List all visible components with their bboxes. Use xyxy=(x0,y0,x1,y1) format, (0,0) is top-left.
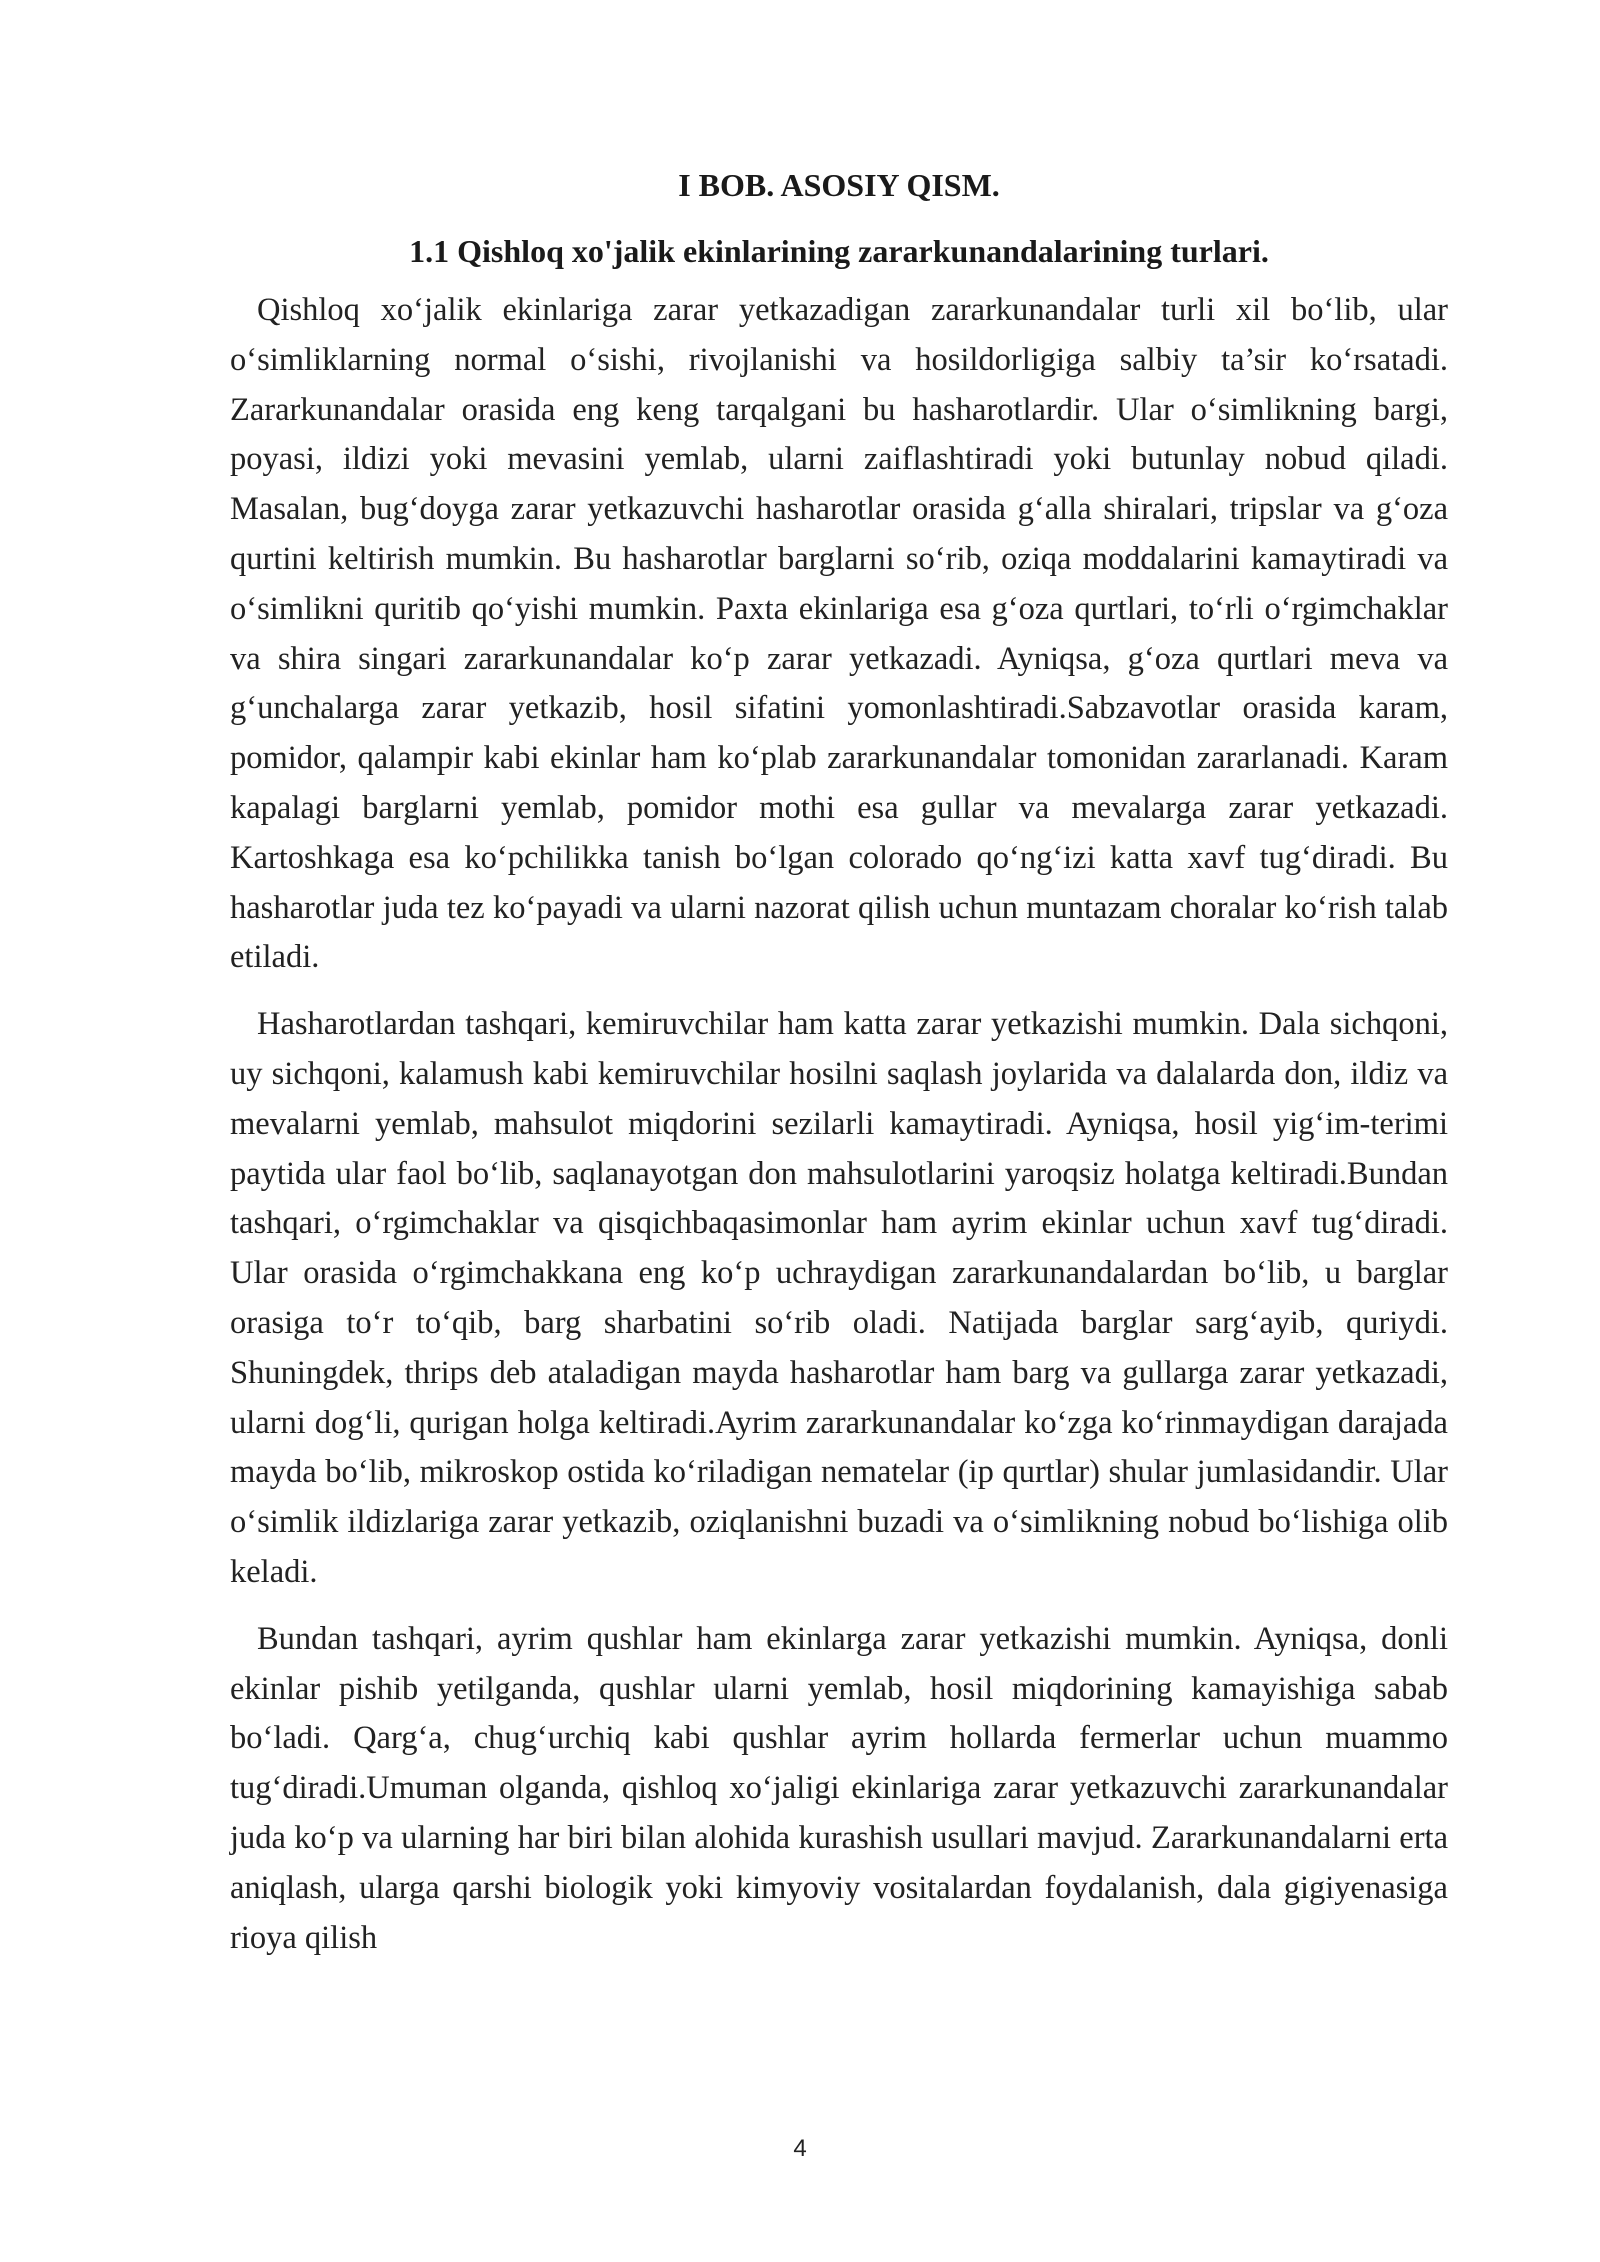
section-title: 1.1 Qishloq xo'jalik ekinlarining zararkunandalarining turlari. xyxy=(409,233,1269,269)
chapter-title: I BOB. ASOSIY QISM. xyxy=(678,167,1000,203)
page-body xyxy=(230,160,1448,1963)
paragraph-2: Hasharotlardan tashqari, kemiruvchilar ham katta zarar yetkazishi mumkin. Dala sichqoni, uy sichqoni, kalamush kabi kemiruvchilar hosilni saqlash joylarida va dalalarda don, ildiz va mevalarni yemlab, mahsulot miqdorini sezilarli kamaytiradi. Ayniqsa, hosil yig‘im-terimi paytida ular faol bo‘lib, saqlanayotgan don mahsulotlarini yaroqsiz holatga keltiradi.Bundan tashqari, o‘rgimchaklar va qisqichbaqasimonlar ham ayrim ekinlar uchun xavf tug‘diradi. Ular orasida o‘rgimchakkana eng ko‘p uchraydigan zararkunandalardan bo‘lib, u barglar orasiga to‘r to‘qib, barg sharbatini so‘rib oladi. Natijada barglar sarg‘ayib, quriydi. Shuningdek, thrips deb ataladigan mayda hasharotlar ham barg va gullarga zarar yetkazadi, ularni dog‘li, qurigan holga keltiradi.Ayrim zararkunandalar ko‘zga ko‘rinmaydigan darajada mayda bo‘lib, mikroskop ostida ko‘riladigan nematelar (ip qurtlar) shular jumlasidandir. Ular o‘simlik ildizlariga zarar yetkazib, oziqlanishni buzadi va o‘simlikning nobud bo‘lishiga olib keladi. xyxy=(230,1006,1448,1590)
page-number: 4 xyxy=(793,2135,807,2162)
paragraph-3: Bundan tashqari, ayrim qushlar ham ekinlarga zarar yetkazishi mumkin. Ayniqsa, donli ekinlar pishib yetilganda, qushlar ularni yemlab, hosil miqdorining kamayishiga sabab bo‘ladi. Qarg‘a, chug‘urchiq kabi qushlar ayrim hollarda fermerlar uchun muammo tug‘diradi.Umuman olganda, qishloq xo‘jaligi ekinlariga zarar yetkazuvchi zararkunandalar juda ko‘p va ularning har biri bilan alohida kurashish usullari mavjud. Zararkunandalarni erta aniqlash, ularga qarshi biologik yoki kimyoviy vositalardan foydalanish, dala gigiyenasiga rioya qilish xyxy=(230,1620,1448,1956)
paragraph-1: Qishloq xo‘jalik ekinlariga zarar yetkazadigan zararkunandalar turli xil bo‘lib, ular o‘simliklarning normal o‘sishi, rivojlanishi va hosildorligiga salbiy ta’sir ko‘rsatadi. Zararkunandalar orasida eng keng tarqalgani bu hasharotlardir. Ular o‘simlikning bargi, poyasi, ildizi yoki mevasini yemlab, ularni zaiflashtiradi yoki butunlay nobud qiladi. Masalan, bug‘doyga zarar yetkazuvchi hasharotlar orasida g‘alla shiralari, tripslar va g‘oza qurtini keltirish mumkin. Bu hasharotlar barglarni so‘rib, oziqa moddalarini kamaytiradi va o‘simlikni quritib qo‘yishi mumkin. Paxta ekinlariga esa g‘oza qurtlari, to‘rli o‘rgimchaklar va shira singari zararkunandalar ko‘p zarar yetkazadi. Ayniqsa, g‘oza qurtlari meva va g‘unchalarga zarar yetkazib, hosil sifatini yomonlashtiradi.Sabzavotlar orasida karam, pomidor, qalampir kabi ekinlar ham ko‘plab zararkunandalar tomonidan zararlanadi. Karam kapalagi barglarni yemlab, pomidor mothi esa gullar va mevalarga zarar yetkazadi. Kartoshkaga esa ko‘pchilikka tanish bo‘lgan colorado qo‘ng‘izi katta xavf tug‘diradi. Bu hasharotlar juda tez ko‘payadi va ularni nazorat qilish uchun muntazam choralar ko‘rish talab etiladi. xyxy=(230,292,1448,976)
